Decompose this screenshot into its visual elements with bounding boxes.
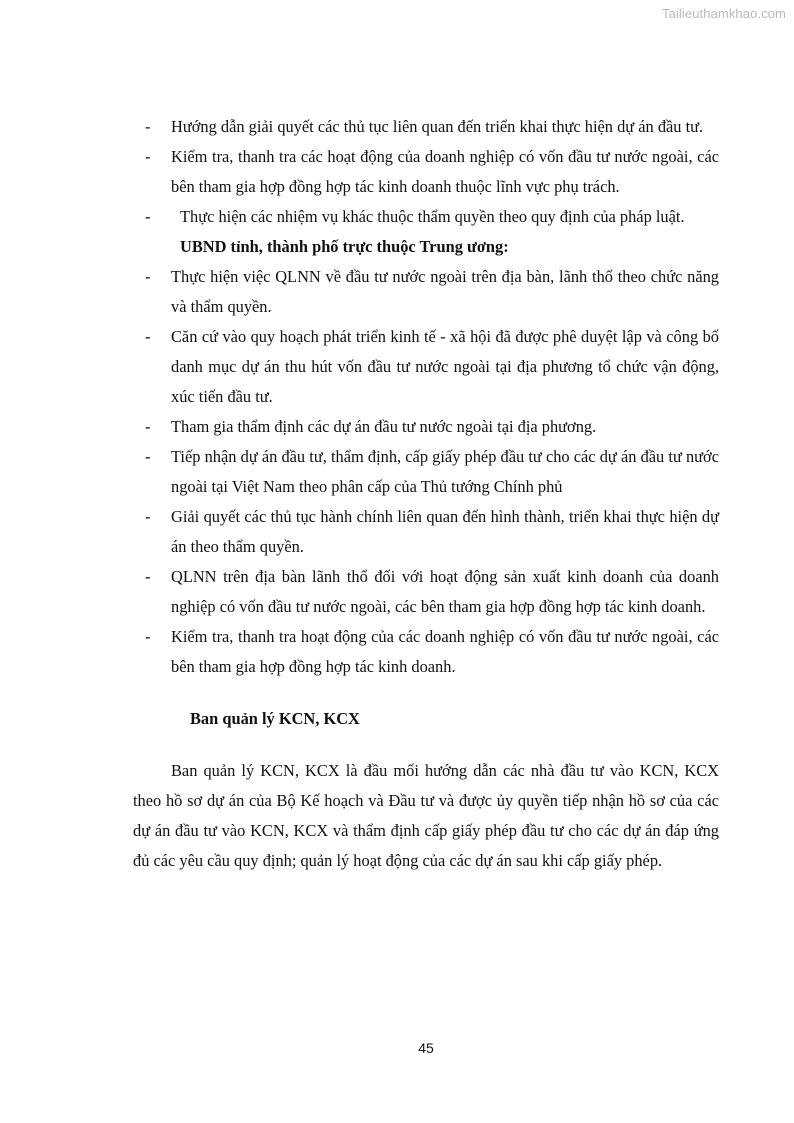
list-item: [133, 202, 719, 232]
list-item: [133, 442, 719, 502]
bql-paragraph: Ban quản lý KCN, KCX là đầu mối hướng dẫn các nhà đầu tư vào KCN, KCX theo hồ sơ dự án của Bộ Kế hoạch và Đầu tư và được ủy quyền tiếp nhận hồ sơ của các dự án đầu tư vào KCN, KCX và thẩm định cấp giấy phép đầu tư cho các dự án đáp ứng đủ các yêu cầu quy định; quản lý hoạt động của các dự án sau khi cấp giấy phép.: [133, 761, 719, 870]
list-item: [133, 112, 719, 142]
list-item: [133, 562, 719, 622]
list-item-text: Tham gia thẩm định các dự án đầu tư nước ngoài tại địa phương.: [171, 417, 597, 436]
list-item-text: Thực hiện các nhiệm vụ khác thuộc thẩm quyền theo quy định của pháp luật.: [180, 207, 685, 226]
bql-heading: Ban quản lý KCN, KCX: [190, 709, 360, 728]
bullet-dash: -: [145, 147, 151, 166]
bullet-dash: -: [145, 447, 151, 466]
bullet-dash: -: [145, 327, 151, 346]
list-item-text: Thực hiện việc QLNN về đầu tư nước ngoài trên địa bàn, lãnh thổ theo chức năng và thẩm quyền.: [171, 267, 719, 316]
list-item-text: Hướng dẫn giải quyết các thủ tục liên quan đến triển khai thực hiện dự án đầu tư.: [171, 117, 704, 136]
bullet-dash: -: [145, 207, 151, 226]
list-item: [133, 622, 719, 682]
ubnd-heading: UBND tỉnh, thành phố trực thuộc Trung ương:: [180, 237, 509, 256]
list-item: [133, 142, 719, 202]
list-item-text: Tiếp nhận dự án đầu tư, thẩm định, cấp giấy phép đầu tư cho các dự án đầu tư nước ngoài tại Việt Nam theo phân cấp của Thủ tướng Chính phủ: [171, 447, 719, 496]
bullet-dash: -: [145, 117, 151, 136]
list-item-text: QLNN trên địa bàn lãnh thổ đối với hoạt động sản xuất kinh doanh của doanh nghiệp có vốn đầu tư nước ngoài, các bên tham gia hợp đồng hợp tác kinh doanh.: [171, 567, 719, 616]
list-item: [133, 412, 719, 442]
list-item-text: Căn cứ vào quy hoạch phát triển kinh tế - xã hội đã được phê duyệt lập và công bố danh mục dự án thu hút vốn đầu tư nước ngoài tại địa phương tổ chức vận động, xúc tiến đầu tư.: [171, 327, 719, 406]
list-item-text: Giải quyết các thủ tục hành chính liên quan đến hình thành, triển khai thực hiện dự án theo thẩm quyền.: [171, 507, 719, 556]
list-item-text: Kiểm tra, thanh tra các hoạt động của doanh nghiệp có vốn đầu tư nước ngoài, các bên tham gia hợp đồng hợp tác kinh doanh thuộc lĩnh vực phụ trách.: [171, 147, 719, 196]
watermark: Tailieuthamkhao.com: [661, 6, 786, 21]
list-item: [133, 322, 719, 412]
bullet-dash: -: [145, 567, 151, 586]
list-item: [133, 502, 719, 562]
list-item-text: Kiểm tra, thanh tra hoạt động của các doanh nghiệp có vốn đầu tư nước ngoài, các bên tham gia hợp đồng hợp tác kinh doanh.: [171, 627, 719, 676]
page-number: 45: [418, 1040, 434, 1056]
list-item: [133, 262, 719, 322]
bullet-dash: -: [145, 267, 151, 286]
bullet-dash: -: [145, 507, 151, 526]
bullet-dash: -: [145, 417, 151, 436]
page-content: [133, 112, 719, 876]
bullet-dash: -: [145, 627, 151, 646]
